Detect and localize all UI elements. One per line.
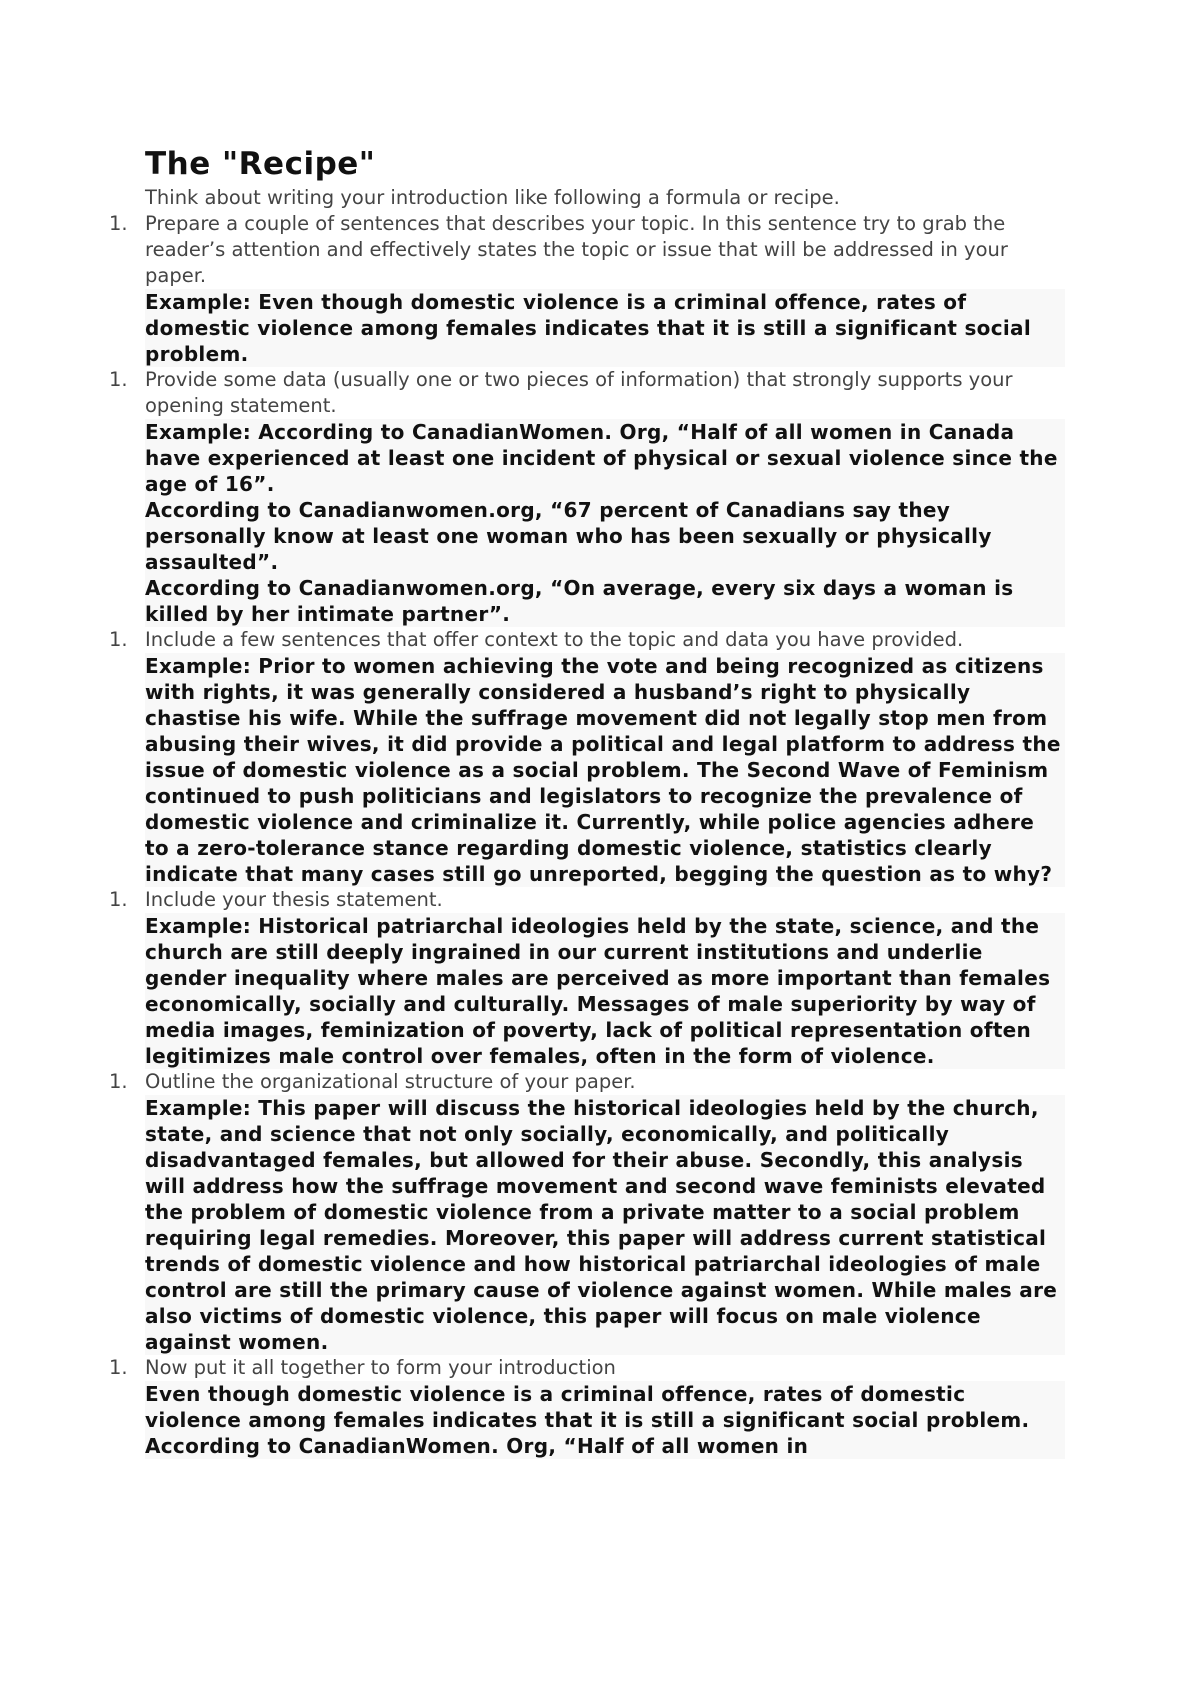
example-paragraph: Example: According to CanadianWomen. Org, “Half of all women in Canada have experienced at least one incident of physical or sexual violence since the age of 16”. <box>145 420 1058 496</box>
step-item <box>109 1069 1065 1355</box>
intro-text: Think about writing your introduction like following a formula or recipe. <box>145 186 840 209</box>
example-paragraph: Example: Prior to women achieving the vote and being recognized as citizens with rights, it was generally considered a husband’s right to physically chastise his wife. While the suffrage movement did not legally stop men from abusing their wives, it did provide a political and legal platform to address the issue of domestic violence as a social problem. The Second Wave of Feminism continued to push politicians and legislators to recognize the prevalence of domestic violence and criminalize it. Currently, while police agencies adhere to a zero-tolerance stance regarding domestic violence, statistics clearly indicate that many cases still go unreported, begging the question as to why? <box>145 654 1061 886</box>
step-number: 1. <box>109 888 128 911</box>
example-paragraph: According to Canadianwomen.org, “On average, every six days a woman is killed by her intimate partner”. <box>145 576 1014 626</box>
example-paragraph: Example: Even though domestic violence is a criminal offence, rates of domestic violence among females indicates that it is still a significant social problem. <box>145 290 1031 366</box>
step-number: 1. <box>109 368 128 391</box>
document-title: The "Recipe" <box>145 146 376 182</box>
document-content <box>109 144 1065 1459</box>
steps-list <box>109 211 1065 1459</box>
step-number: 1. <box>109 1356 128 1379</box>
step-instruction: Include your thesis statement. <box>145 888 443 911</box>
step-number: 1. <box>109 628 128 651</box>
example-paragraph: According to Canadianwomen.org, “67 percent of Canadians say they personally know at least one woman who has been sexually or physically assaulted”. <box>145 498 992 574</box>
example-block <box>145 1381 1065 1459</box>
example-paragraph: Example: Historical patriarchal ideologies held by the state, science, and the church are still deeply ingrained in our current institutions and underlie gender inequality where males are perceived as more important than females economically, socially and culturally. Messages of male superiority by way of media images, feminization of poverty, lack of political representation often legitimizes male control over females, often in the form of violence. <box>145 914 1051 1068</box>
step-instruction: Now put it all together to form your introduction <box>145 1356 616 1379</box>
step-instruction: Outline the organizational structure of your paper. <box>145 1070 636 1093</box>
example-block <box>145 653 1065 887</box>
example-block <box>145 913 1065 1069</box>
step-instruction: Include a few sentences that offer context to the topic and data you have provided. <box>145 628 964 651</box>
example-paragraph: Even though domestic violence is a criminal offence, rates of domestic violence among females indicates that it is still a significant social problem. According to CanadianWomen. Org, “Half of all women in <box>145 1382 1030 1458</box>
example-block <box>145 419 1065 627</box>
step-item <box>109 367 1065 627</box>
step-item <box>109 211 1065 367</box>
step-item <box>109 627 1065 887</box>
step-number: 1. <box>109 212 128 235</box>
step-item <box>109 1355 1065 1459</box>
example-block <box>145 1095 1065 1355</box>
example-block <box>145 289 1065 367</box>
step-instruction: Prepare a couple of sentences that describes your topic. In this sentence try to grab the reader’s attention and effectively states the topic or issue that will be addressed in your paper. <box>145 212 1008 287</box>
step-instruction: Provide some data (usually one or two pieces of information) that strongly supports your opening statement. <box>145 368 1013 417</box>
step-number: 1. <box>109 1070 128 1093</box>
example-paragraph: Example: This paper will discuss the historical ideologies held by the church, state, and science that not only socially, economically, and politically disadvantaged females, but allowed for their abuse. Secondly, this analysis will address how the suffrage movement and second wave feminists elevated the problem of domestic violence from a private matter to a social problem requiring legal remedies. Moreover, this paper will address current statistical trends of domestic violence and how historical patriarchal ideologies of male control are still the primary cause of violence against women. While males are also victims of domestic violence, this paper will focus on male violence against women. <box>145 1096 1058 1354</box>
step-item <box>109 887 1065 1069</box>
